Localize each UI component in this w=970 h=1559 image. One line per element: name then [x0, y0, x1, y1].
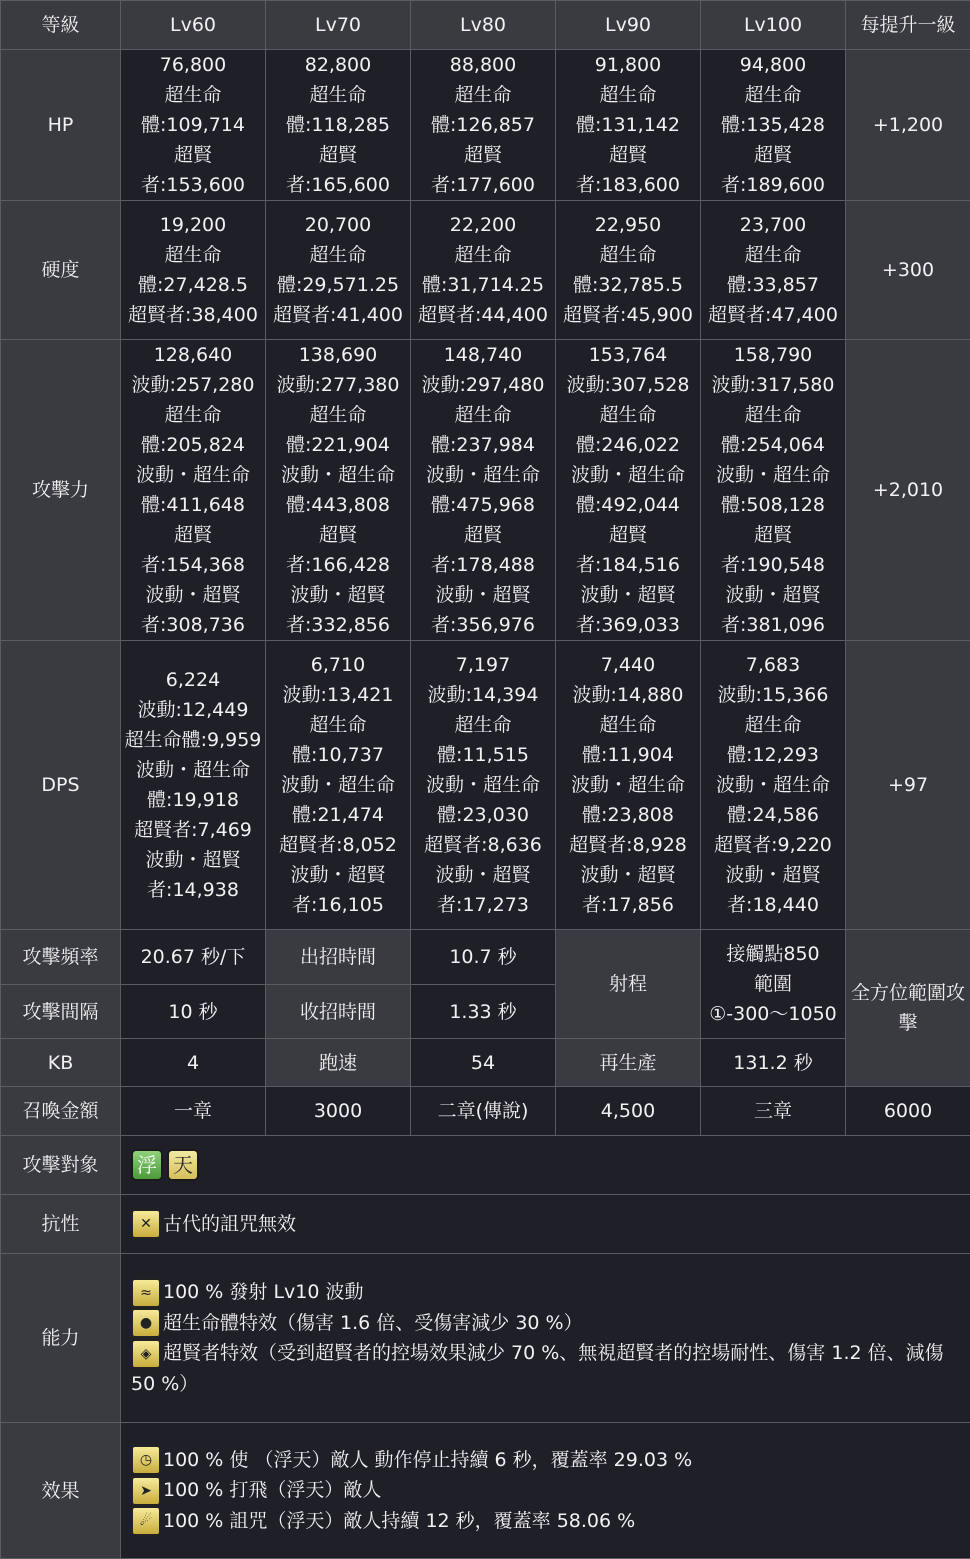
target-traits — [121, 1136, 970, 1195]
level-header-label: 等級 — [1, 1, 121, 50]
ability-text: 100 % 發射 Lv10 波動 — [163, 1281, 363, 1303]
dps-lv80: 7,197 波動:14,394 超生命 體:11,515 波動・超生命 體:23,030 超賢者:8,636 波動・超賢 者:17,273 — [411, 641, 556, 930]
abilities-label: 能力 — [1, 1254, 121, 1423]
hp-label: HP — [1, 50, 121, 201]
dps-per-level: +97 — [846, 641, 970, 930]
dps-row — [1, 641, 970, 930]
resistance-row — [1, 1195, 970, 1254]
curse-immune-icon: ✕ — [131, 1209, 161, 1239]
dps-lv100: 7,683 波動:15,366 超生命 體:12,293 波動・超生命 體:24,586 超賢者:9,220 波動・超賢 者:18,440 — [701, 641, 846, 930]
respawn-value: 131.2 秒 — [701, 1039, 846, 1087]
windup-label: 出招時間 — [266, 930, 411, 985]
abilities-row — [1, 1254, 970, 1423]
attack-power-per-level: +2,010 — [846, 340, 970, 641]
dps-lv70: 6,710 波動:13,421 超生命 體:10,737 波動・超生命 體:21,474 超賢者:8,052 波動・超賢 者:16,105 — [266, 641, 411, 930]
level-header-lv60: Lv60 — [121, 1, 266, 50]
speed-value: 54 — [411, 1039, 556, 1087]
windup-value: 10.7 秒 — [411, 930, 556, 985]
summon-cost-row — [1, 1087, 970, 1136]
effects-list — [121, 1423, 970, 1559]
attack-power-row — [1, 340, 970, 641]
heavenly-trait-icon: 天 — [167, 1149, 199, 1181]
dps-lv90: 7,440 波動:14,880 超生命 體:11,904 波動・超生命 體:23,808 超賢者:8,928 波動・超賢 者:17,856 — [556, 641, 701, 930]
effect-item — [131, 1445, 968, 1476]
ability-item — [131, 1338, 968, 1399]
attack-interval-label: 攻擊間隔 — [1, 985, 121, 1039]
level-header-lv80: Lv80 — [411, 1, 556, 50]
toughness-label: 硬度 — [1, 201, 121, 340]
resistance-label: 抗性 — [1, 1195, 121, 1254]
chapter2-label: 二章(傳說) — [411, 1087, 556, 1136]
resistance-item — [131, 1209, 968, 1240]
recovery-label: 收招時間 — [266, 985, 411, 1039]
attack-power-lv80: 148,740 波動:297,480 超生命 體:237,984 波動・超生命 體:475,968 超賢者:178,488 波動・超賢 者:356,976 — [411, 340, 556, 641]
effect-item — [131, 1475, 968, 1506]
level-header-lv70: Lv70 — [266, 1, 411, 50]
effect-text: 100 % 詛咒（浮天）敵人持續 12 秒，覆蓋率 58.06 % — [163, 1510, 635, 1532]
speed-label: 跑速 — [266, 1039, 411, 1087]
resistance-list — [121, 1195, 970, 1254]
target-label: 攻擊對象 — [1, 1136, 121, 1195]
level-header-lv90: Lv90 — [556, 1, 701, 50]
recovery-value: 1.33 秒 — [411, 985, 556, 1039]
ability-text: 超賢者特效（受到超賢者的控場效果減少 70 %、無視超賢者的控場耐性、傷害 1.2 倍、減傷 50 %） — [131, 1342, 944, 1395]
attack-frequency-value: 20.67 秒/下 — [121, 930, 266, 985]
kb-label: KB — [1, 1039, 121, 1087]
hp-lv100: 94,800 超生命 體:135,428 超賢者:189,600 — [701, 50, 846, 201]
effects-label: 效果 — [1, 1423, 121, 1559]
attack-power-lv90: 153,764 波動:307,528 超生命 體:246,022 波動・超生命 體:492,044 超賢者:184,516 波動・超賢 者:369,033 — [556, 340, 701, 641]
level-header-lv100: Lv100 — [701, 1, 846, 50]
toughness-lv100: 23,700 超生命 體:33,857 超賢者:47,400 — [701, 201, 846, 340]
dps-lv60: 6,224 波動:12,449 超生命體:9,959 波動・超生命 體:19,918 超賢者:7,469 波動・超賢 者:14,938 — [121, 641, 266, 930]
attack-power-label: 攻擊力 — [1, 340, 121, 641]
area-attack-type: 全方位範圍攻擊 — [846, 930, 970, 1087]
sage-slayer-icon: ◈ — [131, 1339, 161, 1369]
abilities-list — [121, 1254, 970, 1423]
attack-power-lv70: 138,690 波動:277,380 超生命 體:221,904 波動・超生命 體:443,808 超賢者:166,428 波動・超賢 者:332,856 — [266, 340, 411, 641]
wave-icon: ≈ — [131, 1278, 161, 1308]
curse-icon: ☄ — [131, 1506, 161, 1536]
chapter3-cost: 6000 — [846, 1087, 970, 1136]
toughness-lv70: 20,700 超生命 體:29,571.25 超賢者:41,400 — [266, 201, 411, 340]
range-value: 接觸點850 範圍 ①-300〜1050 — [701, 930, 846, 1039]
dps-label: DPS — [1, 641, 121, 930]
chapter3-label: 三章 — [701, 1087, 846, 1136]
toughness-lv90: 22,950 超生命 體:32,785.5 超賢者:45,900 — [556, 201, 701, 340]
ability-text: 超生命體特效（傷害 1.6 倍、受傷害減少 30 %） — [163, 1312, 583, 1334]
effect-text: 100 % 使 （浮天）敵人 動作停止持續 6 秒，覆蓋率 29.03 % — [163, 1449, 692, 1471]
range-label: 射程 — [556, 930, 701, 1039]
hp-lv80: 88,800 超生命 體:126,857 超賢者:177,600 — [411, 50, 556, 201]
hp-lv60: 76,800 超生命 體:109,714 超賢者:153,600 — [121, 50, 266, 201]
hp-row — [1, 50, 970, 201]
attack-interval-value: 10 秒 — [121, 985, 266, 1039]
kb-row — [1, 1039, 970, 1087]
toughness-per-level: +300 — [846, 201, 970, 340]
chapter1-label: 一章 — [121, 1087, 266, 1136]
level-header-row — [1, 1, 970, 50]
chapter2-cost: 4,500 — [556, 1087, 701, 1136]
kb-value: 4 — [121, 1039, 266, 1087]
toughness-lv60: 19,200 超生命 體:27,428.5 超賢者:38,400 — [121, 201, 266, 340]
floating-trait-icon: 浮 — [131, 1149, 163, 1181]
hp-lv90: 91,800 超生命 體:131,142 超賢者:183,600 — [556, 50, 701, 201]
chapter1-cost: 3000 — [266, 1087, 411, 1136]
hp-lv70: 82,800 超生命 體:118,285 超賢者:165,600 — [266, 50, 411, 201]
attack-frequency-label: 攻擊頻率 — [1, 930, 121, 985]
ability-item — [131, 1277, 968, 1308]
hp-per-level: +1,200 — [846, 50, 970, 201]
effect-item — [131, 1506, 968, 1537]
colossus-slayer-icon: ● — [131, 1308, 161, 1338]
knockback-icon: ➤ — [131, 1476, 161, 1506]
toughness-lv80: 22,200 超生命 體:31,714.25 超賢者:44,400 — [411, 201, 556, 340]
summon-cost-label: 召喚金額 — [1, 1087, 121, 1136]
attack-power-lv100: 158,790 波動:317,580 超生命 體:254,064 波動・超生命 體:508,128 超賢者:190,548 波動・超賢 者:381,096 — [701, 340, 846, 641]
freeze-icon: ◷ — [131, 1445, 161, 1475]
attack-frequency-row — [1, 930, 970, 985]
effects-row — [1, 1423, 970, 1559]
resistance-text: 古代的詛咒無效 — [163, 1213, 296, 1235]
toughness-row — [1, 201, 970, 340]
respawn-label: 再生產 — [556, 1039, 701, 1087]
effect-text: 100 % 打飛（浮天）敵人 — [163, 1479, 381, 1501]
level-header-per-level: 每提升一級 — [846, 1, 970, 50]
attack-power-lv60: 128,640 波動:257,280 超生命 體:205,824 波動・超生命 體:411,648 超賢者:154,368 波動・超賢 者:308,736 — [121, 340, 266, 641]
target-row — [1, 1136, 970, 1195]
ability-item — [131, 1308, 968, 1339]
